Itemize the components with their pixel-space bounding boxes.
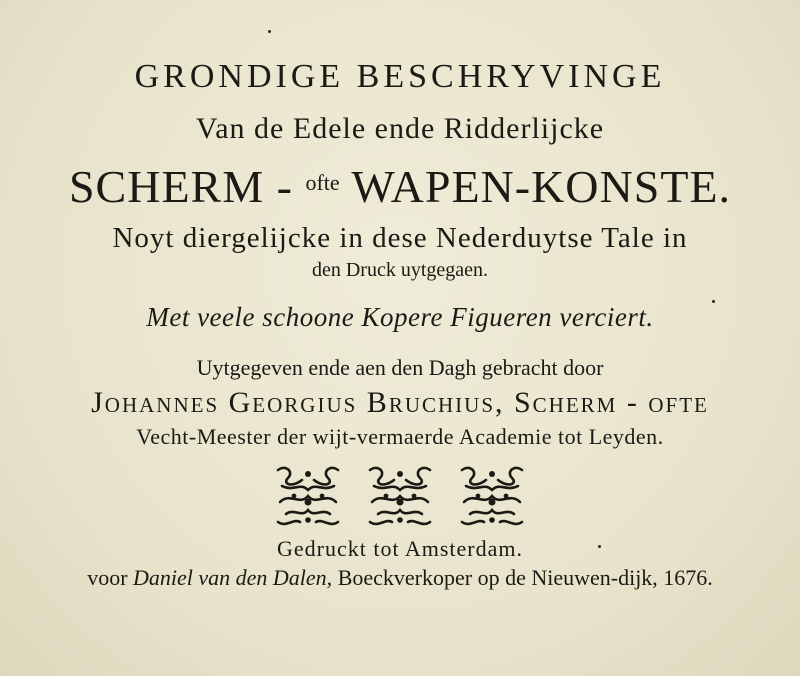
title-line-3 [0, 160, 800, 213]
ornament-row [272, 462, 528, 528]
imprint-publisher [0, 565, 800, 591]
ink-fleck [268, 30, 271, 33]
author-line: Johannes Georgius Bruchius, Scherm - ofte [91, 386, 709, 419]
subtitle-line-2: den Druck uytgegaen. [311, 259, 489, 281]
title-line-3-small: ofte [305, 170, 340, 195]
subtitle-line-1: Noyt diergelijcke in dese Nederduytse Tale in [112, 222, 688, 254]
ornament-icon [272, 462, 344, 528]
imprint-address-year: Boeckverkoper op de Nieuwen-dijk, 1676. [332, 565, 713, 590]
imprint-publisher-name: Daniel van den Dalen, [133, 565, 333, 590]
title-line-1: GRONDIGE BESCHRYVINGE [134, 58, 666, 95]
ornament-icon [456, 462, 528, 528]
imprint-voor: voor [87, 565, 134, 590]
publisher-intro: Uytgegeven ende aen den Dagh gebracht door [196, 355, 604, 380]
imprint-place: Gedruckt tot Amsterdam. [276, 536, 523, 561]
ornament-icon [364, 462, 436, 528]
figures-line: Met veele schoone Kopere Figueren verciert. [146, 302, 654, 332]
title-line-2: Van de Edele ende Ridderlijcke [195, 112, 605, 145]
author-title-line: Vecht-Meester der wijt-vermaerde Academie tot Leyden. [136, 424, 664, 449]
title-line-3-part-a: SCHERM - [68, 161, 306, 212]
title-line-3-part-b: WAPEN-KONSTE. [339, 161, 732, 212]
